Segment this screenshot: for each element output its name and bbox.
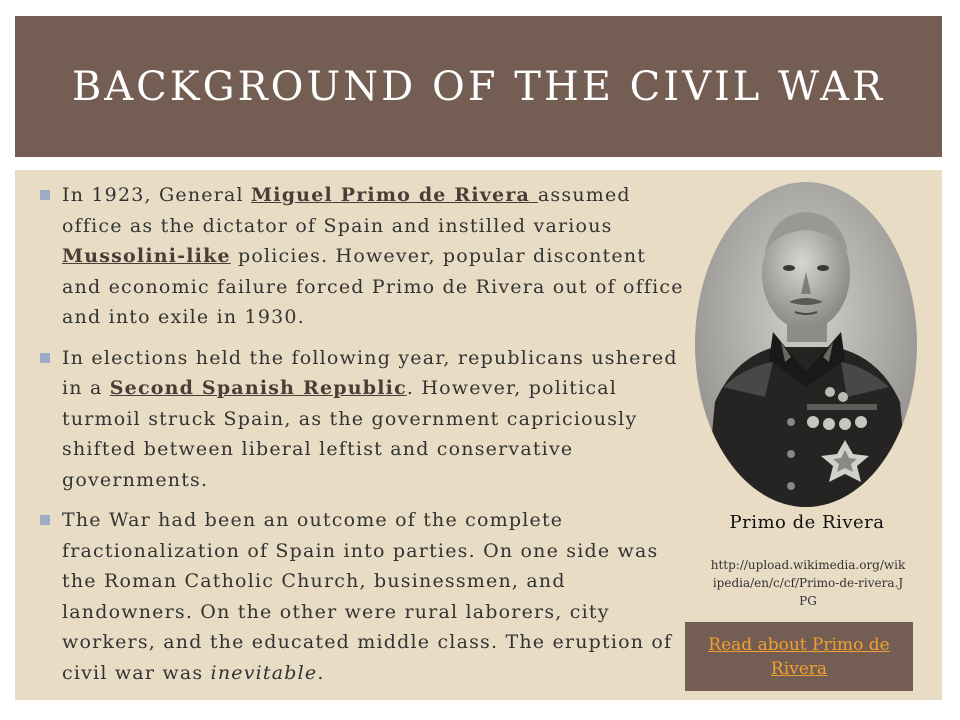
bullet-text: assumed office as the dictator of Spain and instilled various (62, 184, 631, 237)
bullet-text: . However, political turmoil struck Spain, as the government capriciously shifted between liberal leftist and conservative governments. (62, 377, 638, 491)
bullet-list (40, 180, 690, 698)
bullet-item (40, 180, 690, 333)
portrait-illustration (695, 182, 917, 507)
portrait-caption: Primo de Rivera (729, 512, 885, 533)
image-source-url: http://upload.wikimedia.org/wikipedia/en/c/cf/Primo-de-rivera.JPG (710, 558, 906, 608)
second-spanish-republic-link[interactable]: Second Spanish Republic (109, 377, 407, 399)
mussolini-like-link[interactable]: Mussolini-like (62, 245, 231, 267)
bullet-item (40, 343, 690, 496)
bullet-text: The War had been an outcome of the complete fractionalization of Spain into parties. On one side was the Roman Catholic Church, businessmen, and landowners. On the other were rural laborers, city workers, and the educated middle class. The eruption of civil war was (62, 509, 673, 684)
slide-title: BACKGROUND OF THE CIVIL WAR (71, 63, 886, 110)
square-bullet-icon (40, 353, 50, 363)
primo-de-rivera-link[interactable]: Miguel Primo de Rivera (251, 184, 538, 206)
bullet-text: In 1923, General (62, 184, 252, 206)
square-bullet-icon (40, 515, 50, 525)
portrait-photo (695, 182, 917, 507)
bullet-item (40, 505, 690, 688)
title-bar (15, 16, 942, 157)
bullet-text: . (317, 661, 325, 684)
square-bullet-icon (40, 190, 50, 200)
bullet-text: In elections held the following year, republicans ushered in a (62, 346, 678, 399)
bullet-text: policies. However, popular discontent and economic failure forced Primo de Rivera out of office and into exile in 1930. (62, 245, 684, 328)
emphasis-text: inevitable (210, 661, 318, 684)
read-about-primo-button[interactable] (685, 622, 913, 691)
read-about-primo-link[interactable]: Read about Primo de Rivera (708, 634, 890, 679)
